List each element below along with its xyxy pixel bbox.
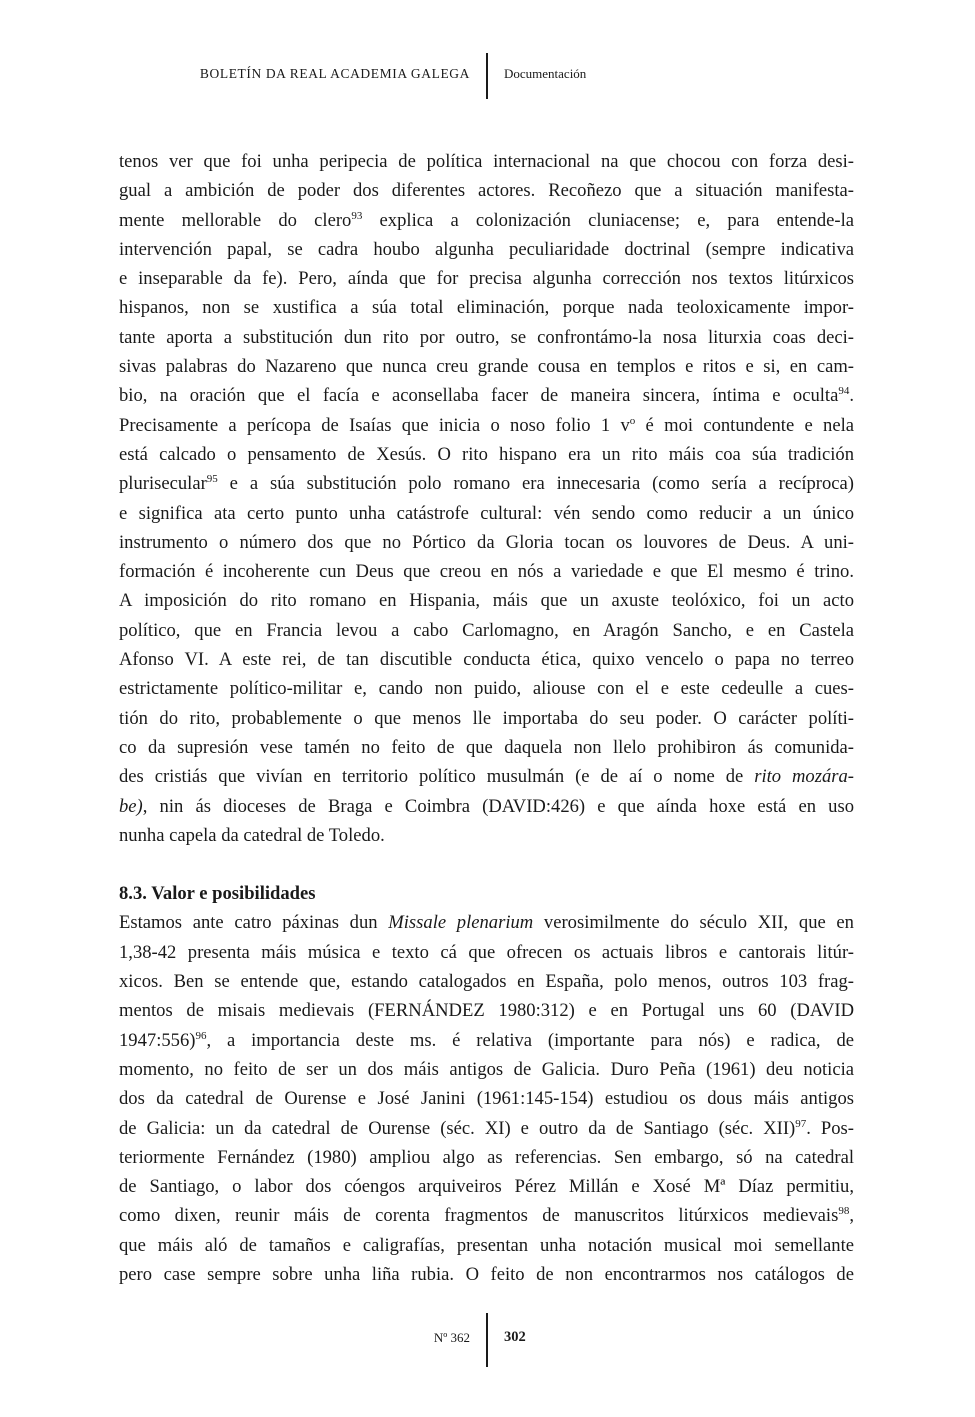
- footnote-ref-95[interactable]: 95: [206, 473, 218, 486]
- text-span: , a importancia deste ms. é relativa (importante para nós) e radica, de: [206, 1029, 854, 1051]
- text-line: [119, 1201, 854, 1230]
- text-span: mente mellorable do clero: [119, 209, 352, 231]
- issue-number: Nº 362: [433, 1330, 470, 1345]
- text-line: de Santiago, o labor dos cóengos arquiveiros Pérez Millán e Xosé Mª Díaz permitiu,: [119, 1176, 854, 1198]
- text-line: tión do rito, probablemente o que menos lle importaba do seu poder. O carácter políti-: [119, 707, 854, 729]
- footnote-ref-94[interactable]: 94: [838, 385, 850, 398]
- body-text: [119, 147, 854, 1289]
- footnote-ref-98[interactable]: 98: [838, 1205, 850, 1218]
- text-span: . Pos-: [806, 1117, 854, 1139]
- text-line: e significa ata certo punto unha catástrofe cultural: vén sendo como reducir a un único: [119, 502, 854, 524]
- text-line: formación é incoherente cun Deus que creou en nós a variedade e que El mesmo é trino.: [119, 561, 854, 583]
- ordinal-superscript: o: [629, 414, 636, 427]
- text-line: [119, 381, 854, 410]
- text-line: sivas palabras do Nazareno que nunca creu grande cousa en templos e ritos e si, en cam-: [119, 356, 854, 378]
- text-line: está calcado o pensamento de Xesús. O rito hispano era un rito máis coa súa tradición: [119, 443, 854, 465]
- text-line: instrumento o número dos que no Pórtico da Gloria tocan os louvores de Deus. A uni-: [119, 531, 854, 553]
- section-label: Documentación: [504, 66, 587, 81]
- footnote-ref-97[interactable]: 97: [795, 1117, 807, 1130]
- text-line: tante aporta a substitución dun rito por outro, se confrontámo-la nosa liturxia coas deci-: [119, 326, 854, 348]
- footnote-ref-93[interactable]: 93: [351, 209, 363, 222]
- text-line: que máis aló de tamaños e caligrafías, presentan unha notación musical moi semellante: [119, 1234, 854, 1256]
- text-span: bio, na oración que el facía e aconsellaba facer de maneira sincera, íntima e oculta: [119, 385, 839, 407]
- italic-term: be): [119, 795, 143, 817]
- text-line: 1,38-42 presenta máis música e texto cá que ofrecen os actuais libros e cantorais litúr-: [119, 941, 854, 963]
- text-line: [119, 908, 854, 937]
- paragraph-2: [119, 908, 854, 1289]
- page-number: 302: [504, 1329, 526, 1345]
- footer-divider: [486, 1313, 488, 1367]
- text-line: [119, 1114, 854, 1143]
- text-line: momento, no feito de ser un dos máis antigos de Galicia. Duro Peña (1961) deu noticia: [119, 1058, 854, 1080]
- text-line: [119, 792, 854, 821]
- paragraph-1: [119, 147, 854, 850]
- text-span: explica a colonización cluniacense; e, para entende-la: [362, 209, 854, 231]
- section-heading: 8.3. Valor e posibilidades: [119, 883, 316, 905]
- text-span: plurisecular: [119, 473, 207, 495]
- text-line: gual a ambición de poder dos diferentes actores. Recoñezo que a situación manifesta-: [119, 180, 854, 202]
- text-span: Estamos ante catro páxinas dun: [119, 912, 389, 934]
- text-line: co da supresión vese tamén no feito de que daquela non llelo prohibiron ás comunida-: [119, 736, 854, 758]
- text-line: político, que en Francia levou a cabo Carlomagno, en Aragón Sancho, e en Castela: [119, 619, 854, 641]
- text-span: Precisamente a perícopa de Isaías que inicia o noso folio 1 v: [119, 414, 630, 436]
- header-divider: [486, 53, 488, 99]
- spacer: [119, 850, 854, 879]
- journal-title: BOLETÍN DA REAL ACADEMIA GALEGA: [199, 66, 470, 81]
- text-line: [119, 1026, 854, 1055]
- text-line: hispanos, non se xustifica a súa total eliminación, porque nada teoloxicamente impor-: [119, 297, 854, 319]
- page-footer: [0, 1313, 975, 1367]
- text-span: de Galicia: un da catedral de Ourense (séc. XI) e outro da de Santiago (séc. XII): [119, 1117, 796, 1139]
- text-span: , nin ás dioceses de Braga e Coimbra (DAVID:426) e que aínda hoxe está en uso: [142, 795, 854, 817]
- text-line: [119, 206, 854, 235]
- text-span: ,: [849, 1205, 854, 1227]
- text-line: pero case sempre sobre unha liña rubia. O feito de non encontrarmos nos catálogos de: [119, 1263, 854, 1285]
- italic-term: Missale plenarium: [388, 912, 534, 934]
- text-span: é moi contundente e nela: [635, 414, 854, 436]
- text-span: como dixen, reunir máis de corenta fragmentos de manuscritos litúrxicos medievais: [119, 1205, 839, 1227]
- text-span: verosimilmente do século XII, que en: [533, 912, 854, 934]
- running-header: [0, 53, 975, 99]
- text-line: estrictamente político-militar e, cando non puido, aliouse con el e este cedeulle a cues-: [119, 678, 854, 700]
- text-line: [119, 411, 854, 440]
- text-line: [119, 469, 854, 498]
- text-line: intervención papal, se cadra houbo algunha peculiaridade doctrinal (sempre indicativa: [119, 238, 854, 260]
- text-line: xicos. Ben se entende que, estando catalogados en España, polo menos, outros 103 frag-: [119, 971, 854, 993]
- text-span: des cristiás que vivían en territorio político musulmán (e de aí o nome de: [119, 766, 755, 788]
- italic-term: rito mozára-: [754, 766, 854, 788]
- text-line: dos da catedral de Ourense e José Janini (1961:145-154) estudiou os dous máis antigos: [119, 1088, 854, 1110]
- text-line: Afonso VI. A este rei, de tan discutible conducta ética, quixo vencelo o papa no terreo: [119, 649, 854, 671]
- text-span: 1947:556): [119, 1029, 196, 1051]
- text-line: [119, 762, 854, 791]
- text-span: e a súa substitución polo romano era innecesaria (como sería a recíproca): [217, 473, 854, 495]
- text-span: .: [849, 385, 854, 407]
- text-line: e inseparable da fe). Pero, aínda que for precisa algunha corrección nos textos litúrxicos: [119, 268, 854, 290]
- text-line: tenos ver que foi unha peripecia de política internacional na que chocou con forza desi-: [119, 151, 854, 172]
- footnote-ref-96[interactable]: 96: [195, 1029, 207, 1042]
- text-line: nunha capela da catedral de Toledo.: [119, 824, 385, 846]
- text-line: teriormente Fernández (1980) ampliou algo as referencias. Sen embargo, só na catedral: [119, 1146, 854, 1168]
- text-line: A imposición do rito romano en Hispania, máis que un axuste teolóxico, foi un acto: [119, 590, 854, 612]
- text-line: mentos de misais medievais (FERNÁNDEZ 1980:312) e en Portugal uns 60 (DAVID: [119, 1000, 854, 1022]
